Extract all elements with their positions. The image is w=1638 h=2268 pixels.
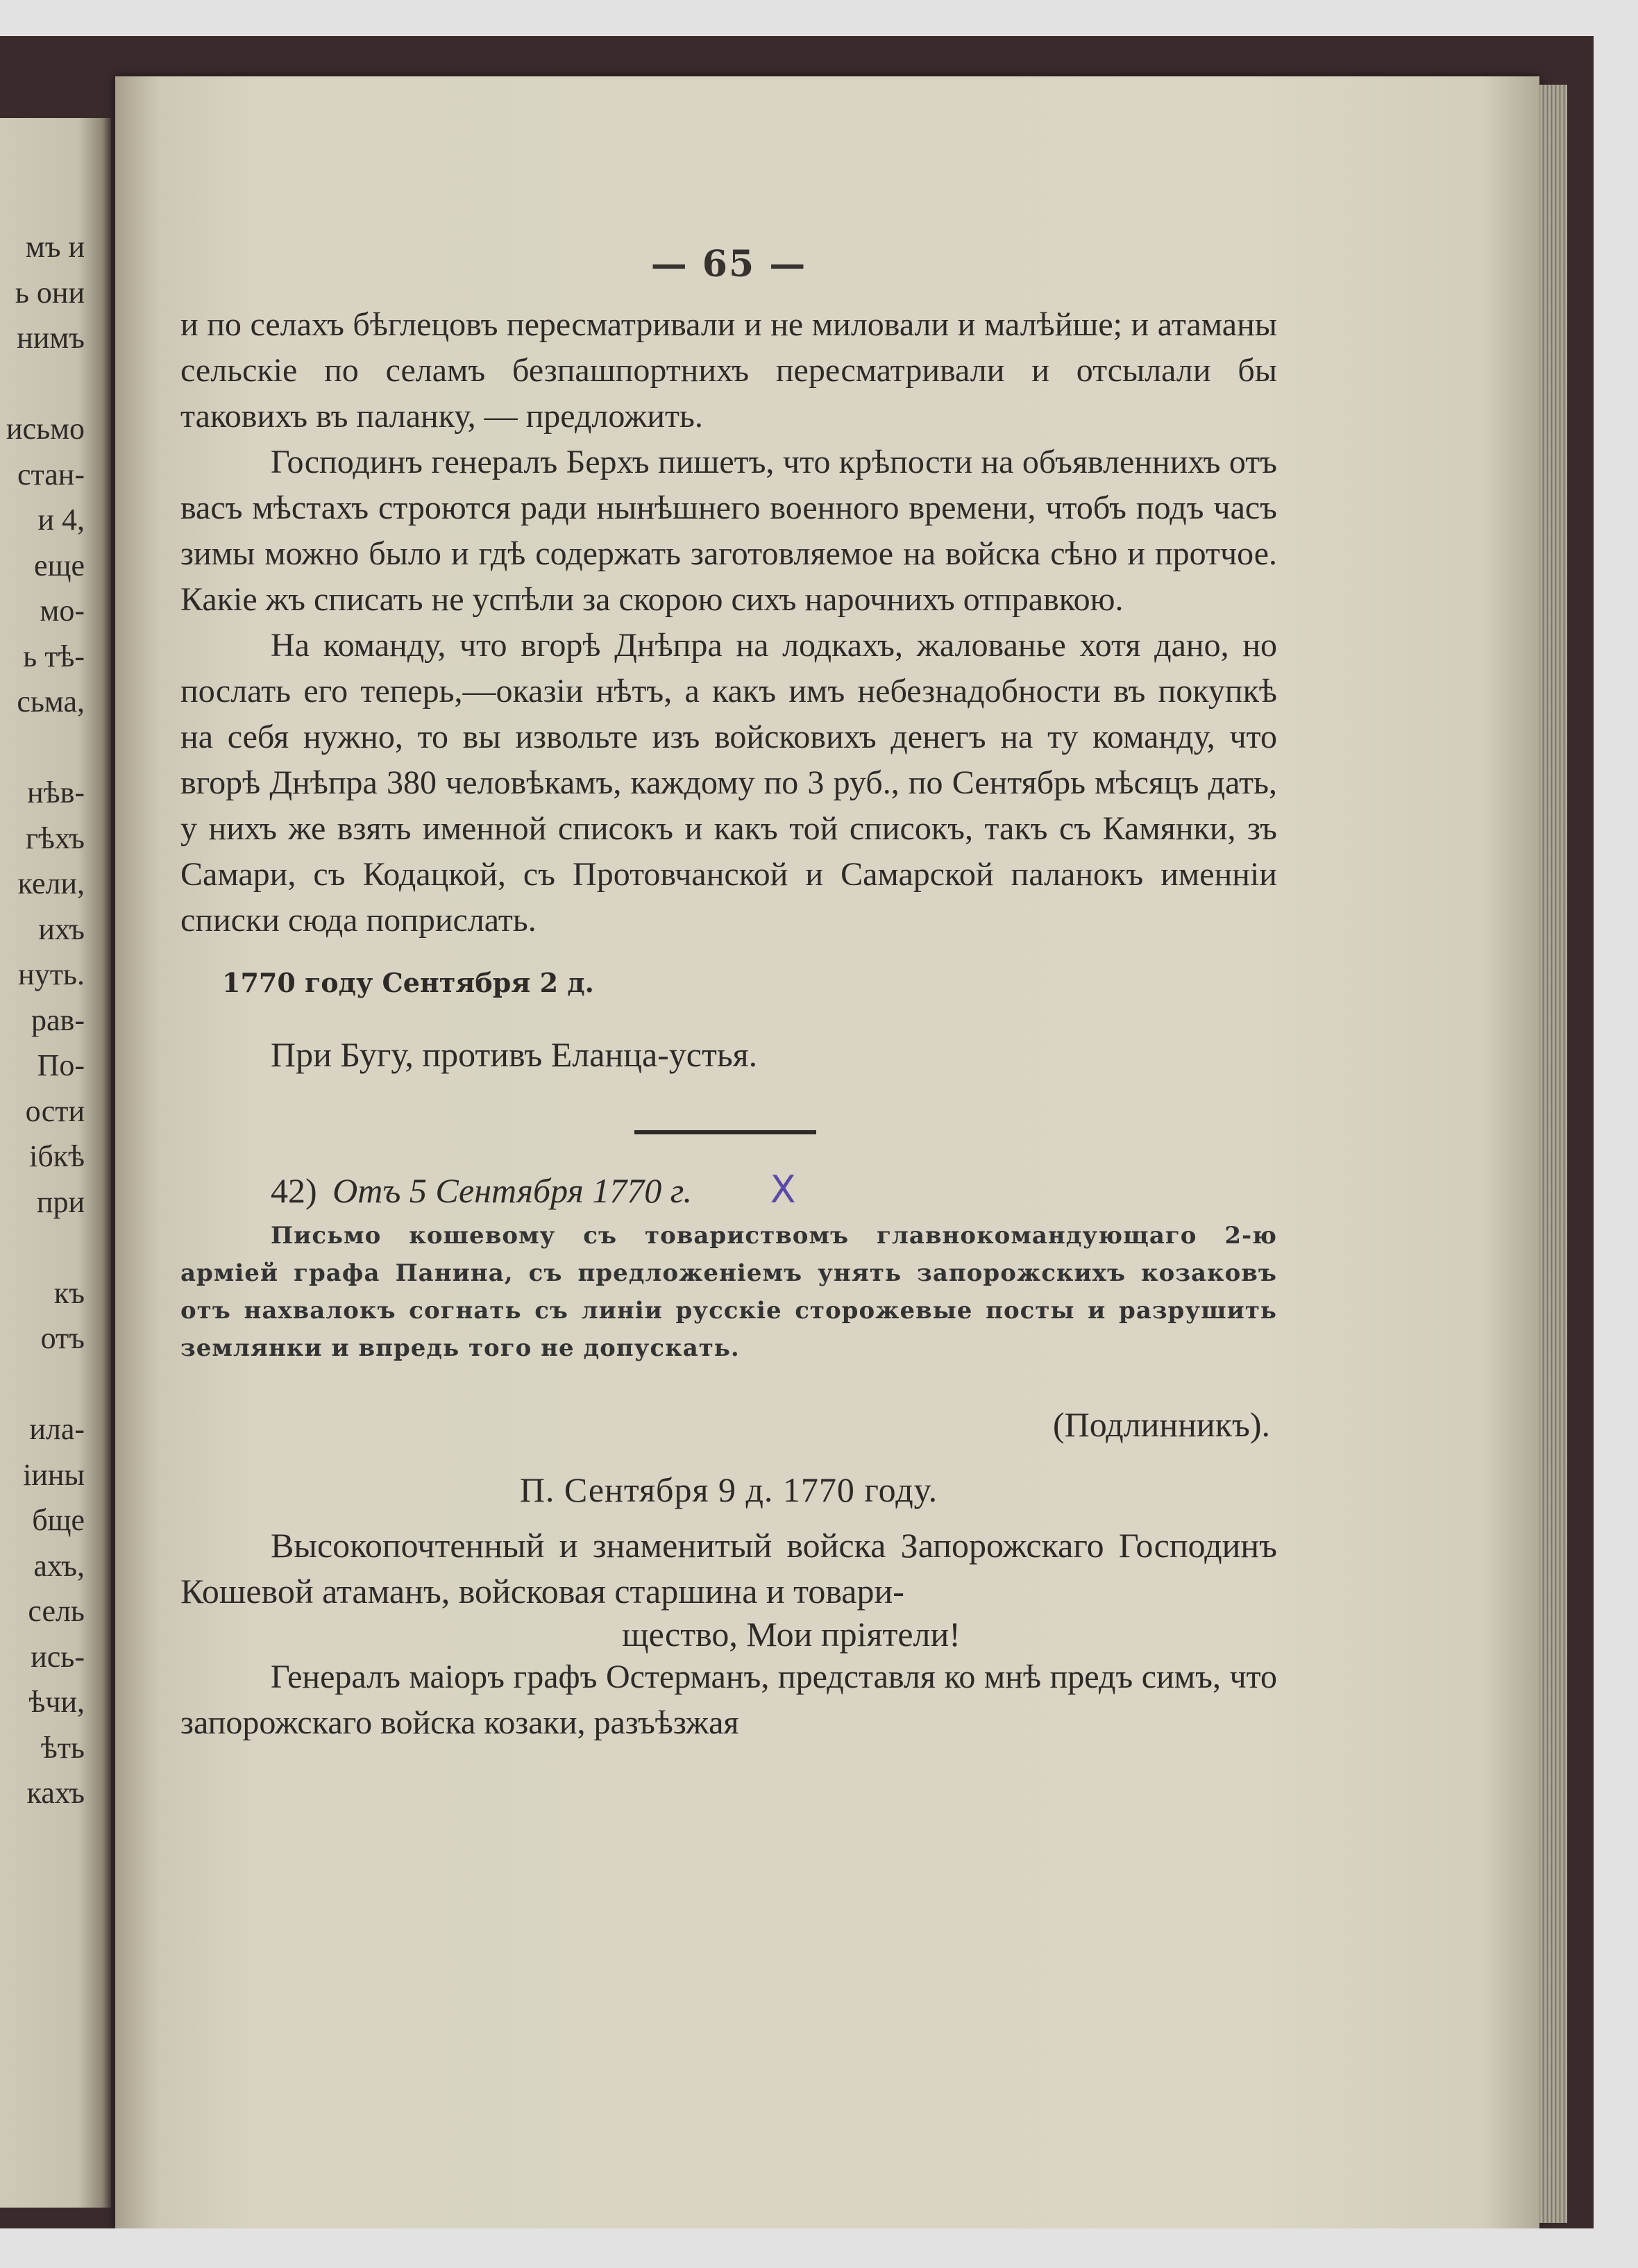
left-margin-fragment: ѣчи, (28, 1685, 85, 1719)
left-margin-fragment: отъ (40, 1321, 85, 1355)
left-margin-fragment: ѣть (40, 1730, 85, 1765)
left-margin-fragment: ихъ (38, 912, 85, 946)
left-margin-fragment: къ (53, 1275, 85, 1310)
left-margin-fragment: ахъ, (33, 1548, 85, 1583)
left-margin-fragment: еще (34, 548, 85, 582)
left-margin-fragment: гѣхъ (25, 821, 85, 855)
left-margin-fragment: ости (25, 1093, 85, 1128)
left-margin-fragment: нимъ (17, 321, 85, 355)
document-summary: Письмо кошевому съ товариствомъ главнокомандующаго 2-ю арміей графа Панина, съ предложеніемъ унять запорожскихъ козаковъ отъ нахвалокъ согнать съ линіи русскіе сторожевые посты и разрушить землянки и впредь того не допускать. (180, 1222, 1277, 1362)
page-edges (1539, 85, 1567, 2223)
left-margin-fragment: ила- (29, 1412, 85, 1446)
source-note: (Подлинникъ). (1052, 1405, 1270, 1444)
document-title: Отъ 5 Сентября 1770 г. (332, 1171, 693, 1210)
page-number: — 65 — (650, 243, 807, 285)
section-divider (634, 1130, 816, 1134)
left-margin-fragment: рав- (31, 1002, 85, 1037)
left-margin-fragment: По- (37, 1048, 85, 1082)
left-margin-fragment: ь они (15, 275, 85, 310)
left-margin-fragment: кели, (17, 866, 85, 900)
page-text (180, 243, 1277, 1746)
document-heading (271, 1168, 1277, 1211)
paragraph-1: и по селахъ бѣглецовъ пересматривали и не миловали и малѣйше; и атаманы сельскіе по селамъ безпашпортнихъ пересматривали и отсылали бы таковихъ въ паланку, — предложить. (180, 306, 1277, 435)
letter-dateline: П. Сентября 9 д. 1770 году. (519, 1470, 938, 1509)
left-margin-fragment: стан- (17, 457, 85, 492)
left-margin-fragment: нуть. (18, 957, 85, 991)
final-paragraph: Генералъ маіоръ графъ Остерманъ, представля ко мнѣ предъ симъ, что запорожскаго войска козаки, разъѣзжая (180, 1658, 1277, 1741)
salutation-end: щество, Мои пріятели! (622, 1615, 961, 1654)
left-margin-fragment: и 4, (37, 503, 85, 537)
left-margin-fragment: мо- (40, 594, 85, 628)
paragraph-2: Господинъ генералъ Берхъ пишетъ, что крѣпости на объявленнихъ отъ васъ мѣстахъ строются ради нынѣшнего военного времени, чтобъ подъ часъ зимы можно было и гдѣ содержать заготовляемое на войска сѣно и протчое. Какіе жъ списать не успѣли за скорою сихъ нарочнихъ отправкою. (180, 444, 1277, 618)
left-margin-fragment: мъ и (25, 230, 85, 264)
left-margin-fragment: ись- (31, 1639, 85, 1674)
left-margin-fragment: ь тѣ- (23, 639, 85, 673)
paragraph-3: На команду, что вгорѣ Днѣпра на лодкахъ, жалованье хотя дано, но послать его теперь,—оказіи нѣтъ, а какъ имъ небезнадобности въ покупкѣ на себя нужно, то вы извольте изъ войсковихъ денегъ на ту команду, что вгорѣ Днѣпра 380 человѣкамъ, каждому по 3 руб., по Сентябрь мѣсяцъ дать, у нихъ же взять именной списокъ и какъ той списокъ, такъ съ Камянки, зъ Самари, съ Кодацкой, съ Протовчанской и Самарской паланокъ именніи списки сюда поприслать. (180, 627, 1277, 939)
left-margin-fragment: іины (23, 1457, 85, 1492)
left-margin-fragment: сьма, (17, 684, 85, 719)
left-margin-fragment: нѣв- (27, 775, 85, 809)
left-margin-fragment: кахъ (26, 1776, 85, 1810)
left-margin-fragment: бще (32, 1503, 85, 1537)
date-line: 1770 году Сентября 2 д. (222, 967, 594, 998)
left-margin-fragment: ібкѣ (29, 1139, 85, 1173)
left-page-edge (0, 118, 111, 2208)
document-number: 42) (271, 1171, 317, 1210)
left-margin-fragment: сель (28, 1594, 85, 1628)
margin-x-mark: X (770, 1168, 796, 1211)
left-margin-fragment: исьмо (6, 412, 85, 446)
salutation: Высокопочтенный и знаменитый войска Запорожскаго Господинъ Кошевой атаманъ, войсковая старшина и товари- (180, 1526, 1277, 1611)
place-line: При Бугу, противъ Еланца-устья. (271, 1035, 758, 1074)
left-margin-fragment: при (36, 1184, 85, 1219)
